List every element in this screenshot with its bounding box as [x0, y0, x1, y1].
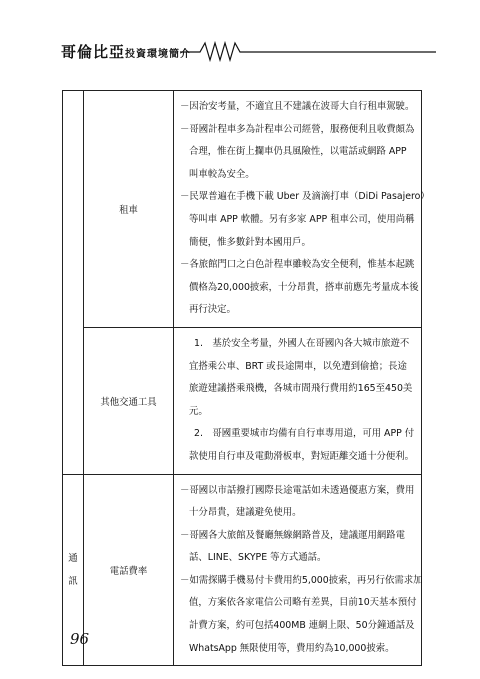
description-line: 十分昂貴，建議避免使用。	[189, 507, 302, 519]
page-number: 96	[70, 630, 90, 648]
table-row	[63, 474, 422, 666]
table-row	[63, 91, 422, 328]
description-cell	[174, 327, 422, 474]
description-line: 2. 哥國重要城市均備有自行車專用道，可用 APP 付	[194, 428, 415, 440]
header-title-main: 哥倫比亞	[61, 43, 126, 61]
header-subtitle: 投資環境簡介	[125, 49, 192, 60]
table-row	[63, 327, 422, 474]
description-line: －民眾普遍在手機下載 Uber 及滴滴打車（DiDi Pasajero）	[180, 191, 430, 203]
description-cell	[174, 91, 430, 328]
description-line: 等叫車 APP 軟體。另有多家 APP 租車公司，使用尚稱	[189, 213, 415, 225]
description-line: 再行決定。	[189, 304, 236, 316]
header-title	[61, 41, 191, 62]
item-label: 其他交通工具	[84, 327, 174, 474]
description-line: －哥國以市話撥打國際長途電話如未透過優惠方案，費用	[180, 484, 415, 496]
description-line: 話、LINE、SKYPE 等方式通話。	[189, 552, 327, 564]
description-line: WhatsApp 無限使用等，費用約為10,000披索。	[189, 642, 395, 654]
item-label: 電話費率	[84, 474, 174, 666]
item-label: 租車	[84, 91, 174, 328]
description-line: 計費方案，約可包括400MB 連網上限、50分鐘通話及	[189, 620, 415, 632]
category-cell	[63, 91, 84, 475]
description-line: 旅遊建議搭乘飛機，各城市間飛行費用約165至450美	[189, 383, 413, 395]
description-line: 合理，惟在街上攔車仍具風險性，以電話或網路 APP	[189, 146, 407, 158]
description-line: 值，方案依各家電信公司略有差異，目前10天基本預付	[189, 597, 417, 609]
description-line: －各旅館門口之白色計程車雖較為安全便利，惟基本起跳	[180, 259, 415, 271]
info-table	[62, 90, 430, 666]
heartbeat-line-icon	[180, 40, 436, 62]
category-label-char: 訊	[68, 575, 78, 587]
category-label-char: 通	[68, 552, 78, 564]
info-table-body	[63, 91, 430, 666]
description-line: 元。	[189, 405, 208, 417]
description-cell	[174, 474, 422, 666]
description-line: 宜搭乘公車、BRT 或長途開車，以免遭到偷搶；長途	[189, 360, 407, 372]
description-line: －因治安考量，不適宜且不建議在波哥大自行租車駕駛。	[180, 101, 415, 112]
description-line: 價格為20,000披索，十分昂貴，搭車前應先考量成本後	[189, 281, 419, 293]
description-line: 叫車較為安全。	[189, 168, 255, 180]
description-line: 1. 基於安全考量，外國人在哥國內各大城市旅遊不	[194, 337, 410, 349]
description-line: 款使用自行車及電動滑板車，對短距離交通十分便利。	[189, 450, 415, 462]
description-line: －哥國各大旅館及餐廳無線網路普及，建議運用網路電	[180, 529, 406, 541]
description-line: －如需探購手機易付卡費用約5,000披索，再另行依需求加	[180, 574, 423, 586]
description-line: 簡便，惟多數針對本國用戶。	[189, 236, 311, 248]
description-line: －哥國計程車多為計程車公司經營，服務便利且收費頗為	[180, 123, 415, 135]
